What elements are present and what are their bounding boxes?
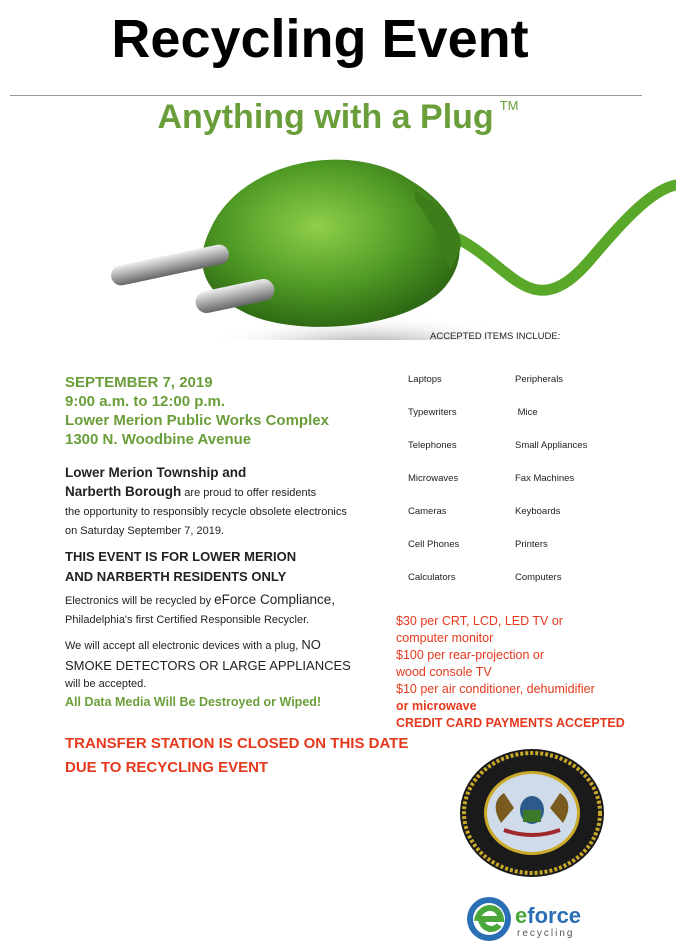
fee-line: $10 per air conditioner, dehumidifier bbox=[396, 682, 595, 696]
trademark: TM bbox=[499, 98, 519, 113]
accepted-items-heading: ACCEPTED ITEMS INCLUDE: bbox=[430, 331, 561, 342]
intro-line: are proud to offer residents bbox=[181, 487, 317, 499]
grass-plug-image bbox=[90, 140, 676, 340]
item: Cameras bbox=[408, 506, 447, 517]
item: Mice bbox=[515, 407, 538, 418]
fee-line: $100 per rear-projection or bbox=[396, 648, 544, 662]
notice-line: AND NARBERTH RESIDENTS ONLY bbox=[65, 569, 287, 584]
item: Peripherals bbox=[515, 374, 564, 385]
data-media-notice: All Data Media Will Be Destroyed or Wiped! bbox=[65, 695, 322, 709]
subtitle-text: Anything with a Plug bbox=[157, 98, 494, 136]
divider bbox=[10, 95, 642, 96]
left-column bbox=[65, 373, 409, 780]
item: Small Appliances bbox=[515, 440, 588, 451]
item: Typewriters bbox=[408, 407, 457, 418]
item: Telephones bbox=[408, 440, 457, 451]
accepted-items-column-2 bbox=[515, 352, 587, 605]
right-column bbox=[396, 331, 676, 946]
svg-text:eforce: eforce bbox=[515, 903, 582, 928]
item: Fax Machines bbox=[515, 473, 575, 484]
intro-bold: Narberth Borough bbox=[65, 484, 182, 499]
item: Calculators bbox=[408, 572, 456, 583]
acceptance-paragraph bbox=[65, 635, 387, 694]
accept-exclusions: SMOKE DETECTORS OR LARGE APPLIANCES bbox=[65, 658, 351, 673]
accept-text: We will accept all electronic devices with a plug, bbox=[65, 640, 302, 652]
svg-text:recycling: recycling bbox=[517, 928, 575, 939]
page-title: Recycling Event bbox=[111, 9, 529, 69]
recycler-name: eForce Compliance, bbox=[214, 592, 335, 607]
item: Microwaves bbox=[408, 473, 459, 484]
event-date: SEPTEMBER 7, 2019 bbox=[65, 374, 213, 391]
fee-line: computer monitor bbox=[396, 631, 494, 645]
eforce-recycling-logo bbox=[465, 891, 605, 946]
event-details bbox=[65, 373, 387, 449]
item: Laptops bbox=[408, 374, 442, 385]
notice-line: THIS EVENT IS FOR LOWER MERION bbox=[65, 549, 297, 564]
item: Printers bbox=[515, 539, 548, 550]
recycler-paragraph bbox=[65, 590, 387, 630]
closed-line: TRANSFER STATION IS CLOSED ON THIS DATE bbox=[65, 735, 409, 752]
recycler-text: Philadelphia's first Certified Responsible Recycler. bbox=[65, 614, 310, 626]
event-location: Lower Merion Public Works Complex bbox=[65, 412, 329, 429]
fees-list bbox=[396, 613, 676, 732]
accepted-items-list bbox=[408, 352, 676, 605]
township-seal-logo bbox=[459, 748, 605, 878]
accept-text: will be accepted. bbox=[65, 678, 147, 690]
intro-line: on Saturday September 7, 2019. bbox=[65, 525, 224, 537]
recycler-text: Electronics will be recycled by bbox=[65, 595, 215, 607]
closed-line: DUE TO RECYCLING EVENT bbox=[65, 759, 269, 776]
event-time: 9:00 a.m. to 12:00 p.m. bbox=[65, 393, 226, 410]
fee-line: or microwave bbox=[396, 699, 477, 713]
fee-line: wood console TV bbox=[396, 665, 492, 679]
intro-paragraph bbox=[65, 463, 387, 541]
credit-card-notice: CREDIT CARD PAYMENTS ACCEPTED bbox=[396, 716, 625, 730]
accept-no: NO bbox=[301, 637, 321, 652]
accepted-items-column-1 bbox=[408, 352, 515, 605]
intro-line: the opportunity to responsibly recycle obsolete electronics bbox=[65, 506, 347, 518]
item: Cell Phones bbox=[408, 539, 460, 550]
residents-only-notice bbox=[65, 547, 387, 587]
subtitle bbox=[0, 98, 676, 137]
intro-line: Lower Merion Township and bbox=[65, 465, 247, 480]
item: Keyboards bbox=[515, 506, 561, 517]
item: Computers bbox=[515, 572, 562, 583]
event-address: 1300 N. Woodbine Avenue bbox=[65, 431, 252, 448]
fee-line: $30 per CRT, LCD, LED TV or bbox=[396, 614, 563, 628]
